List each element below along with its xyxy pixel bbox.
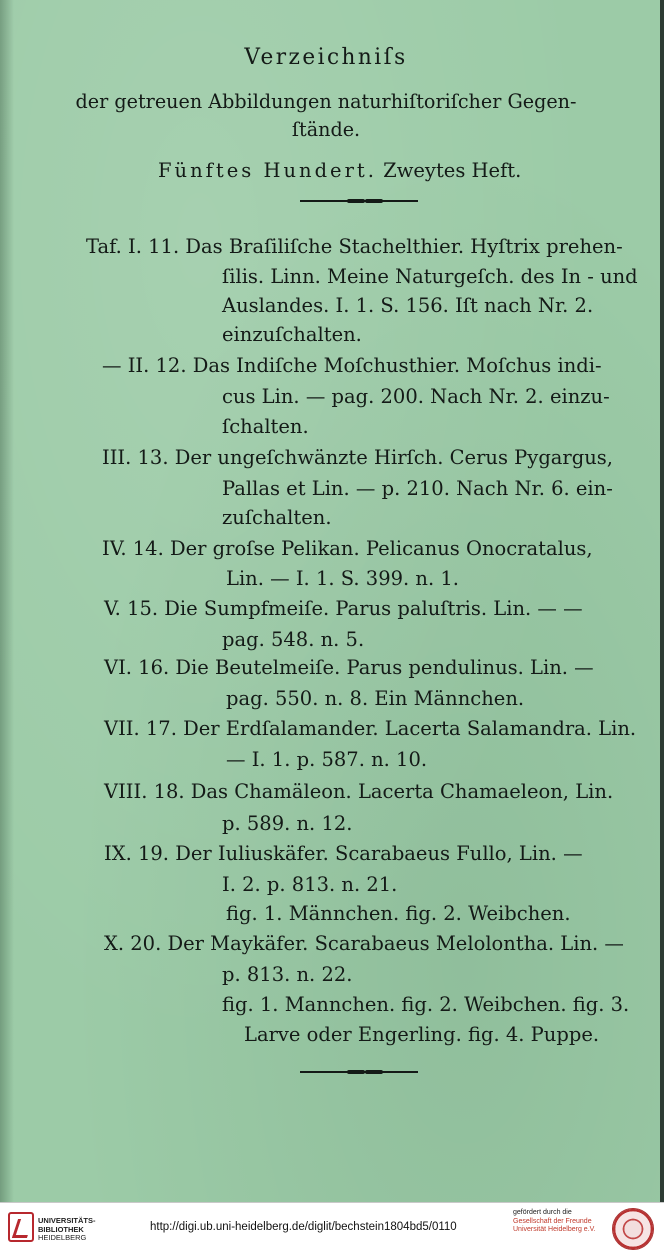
- entry-5-line-2: pag. 548. n. 5.: [222, 628, 365, 651]
- entry-7-line-1: VII. 17. Der Erdſalamander. Lacerta Salamandra. Lin.: [104, 717, 637, 740]
- entry-1-line-1: Taf. I. 11. Das Braſiliſche Stachelthier. Hyſtrix prehen-: [86, 235, 623, 258]
- funder-line-1: gefördert durch die: [513, 1209, 572, 1216]
- entry-2-line-3: ſchalten.: [222, 415, 309, 438]
- entry-6-line-2: pag. 550. n. 8. Ein Männchen.: [226, 687, 525, 710]
- entry-2-line-1: — II. 12. Das Indiſche Moſchusthier. Moſchus indi-: [102, 354, 602, 377]
- entry-1-line-4: einzuſchalten.: [222, 323, 362, 346]
- entry-10-line-3: fig. 1. Mannchen. fig. 2. Weibchen. fig. 3.: [222, 993, 630, 1016]
- entry-5-line-1: V. 15. Die Sumpfmeiſe. Parus paluſtris. Lin. — —: [104, 597, 583, 620]
- permalink-url[interactable]: http://digi.ub.uni-heidelberg.de/diglit/bechstein1804bd5/0110: [150, 1221, 457, 1233]
- volume-heading: [158, 159, 521, 183]
- top-divider: [300, 200, 418, 202]
- page-title: Verzeichniſs: [244, 45, 408, 70]
- library-name-line-2: BIBLIOTHEK: [38, 1224, 84, 1234]
- entry-9-line-1: IX. 19. Der Iuliuskäfer. Scarabaeus Fullo, Lin. —: [104, 842, 583, 865]
- entry-3-line-3: zuſchalten.: [222, 506, 332, 529]
- digitization-footer: [0, 1202, 664, 1253]
- issue-label: Zweytes Heft.: [383, 159, 522, 182]
- entry-3-line-1: III. 13. Der ungeſchwänzte Hirſch. Cerus Pygargus,: [102, 446, 613, 469]
- entry-3-line-2: Pallas et Lin. — p. 210. Nach Nr. 6. ein-: [222, 477, 613, 500]
- entry-9-line-3: fig. 1. Männchen. fig. 2. Weibchen.: [226, 902, 571, 925]
- library-name: [38, 1217, 96, 1243]
- volume-label: Fünftes Hundert.: [158, 159, 377, 182]
- funder-line-2: Gesellschaft der Freunde: [513, 1217, 592, 1225]
- funder-credit: [513, 1209, 596, 1235]
- entry-1-line-2: ſilis. Linn. Meine Naturgeſch. des In - und: [222, 265, 638, 288]
- entry-2-line-2: cus Lin. — pag. 200. Nach Nr. 2. einzu-: [222, 385, 610, 408]
- entry-8-line-2: p. 589. n. 12.: [222, 812, 353, 835]
- entry-4-line-2: Lin. — I. 1. S. 399. n. 1.: [226, 567, 459, 590]
- subtitle-line-2: ſtände.: [291, 118, 361, 141]
- funder-line-3: Universität Heidelberg e.V.: [513, 1226, 596, 1233]
- library-name-line-3: HEIDELBERG: [38, 1233, 87, 1242]
- entry-1-line-3: Auslandes. I. 1. S. 156. Iſt nach Nr. 2.: [222, 294, 594, 317]
- entry-4-line-1: IV. 14. Der groſse Pelikan. Pelicanus Onocratalus,: [102, 537, 593, 560]
- entry-9-line-2: I. 2. p. 813. n. 21.: [222, 873, 398, 896]
- entry-10-line-2: p. 813. n. 22.: [222, 963, 353, 986]
- library-logo-icon: [8, 1212, 34, 1242]
- entry-10-line-1: X. 20. Der Maykäfer. Scarabaeus Melolontha. Lin. —: [104, 932, 624, 955]
- library-name-line-1: UNIVERSITÄTS-: [38, 1216, 96, 1225]
- entry-7-line-2: — I. 1. p. 587. n. 10.: [226, 748, 428, 771]
- entry-10-line-4: Larve oder Engerling. fig. 4. Puppe.: [244, 1023, 600, 1046]
- university-seal-icon: [612, 1208, 654, 1250]
- entry-6-line-1: VI. 16. Die Beutelmeiſe. Parus pendulinus. Lin. —: [104, 656, 594, 679]
- entry-8-line-1: VIII. 18. Das Chamäleon. Lacerta Chamaeleon, Lin.: [104, 780, 614, 803]
- bottom-divider: [300, 1071, 418, 1073]
- subtitle-line-1: der getreuen Abbildungen naturhiſtoriſcher Gegen-: [75, 90, 577, 113]
